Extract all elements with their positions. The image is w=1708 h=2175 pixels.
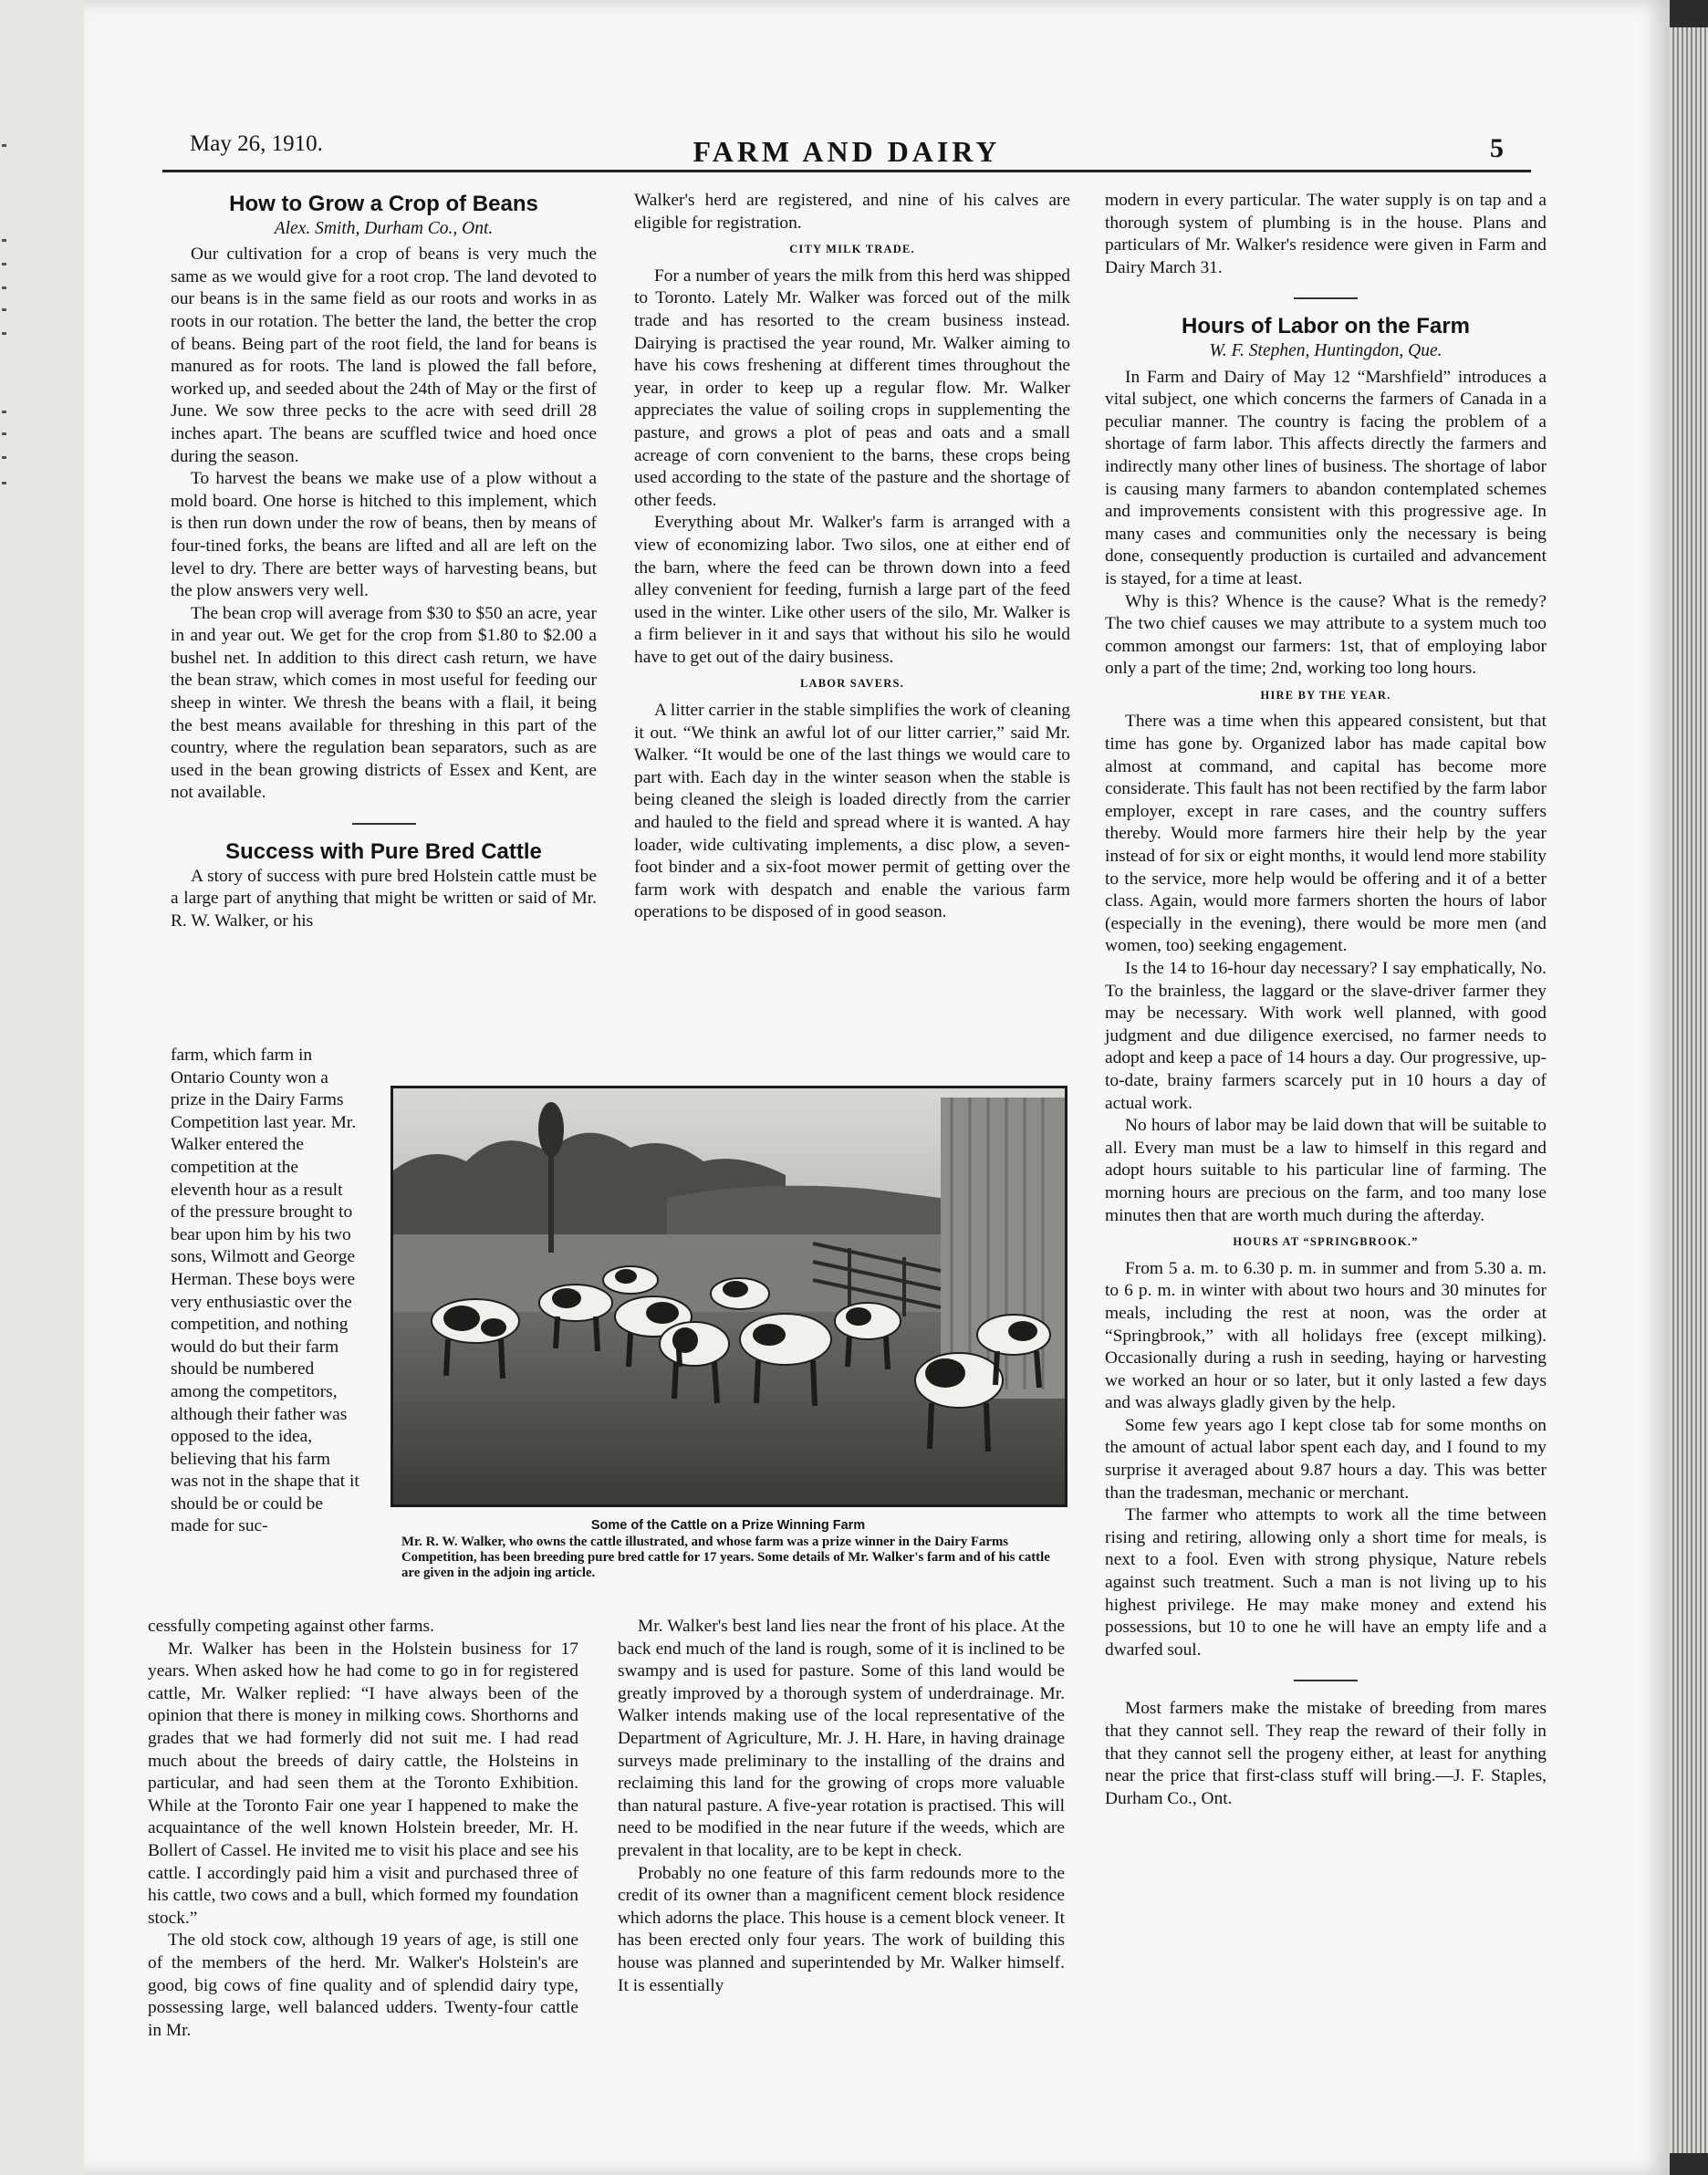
paragraph: The bean crop will average from $30 to $50 an acre, year in and year out. We get for the crop from $1.80 to $2.00 a bushel net. In addition to this direct cash return, we have the bean straw, which comes in most useful for feeding our sheep in winter. We thresh the beans with a flail, it being the best means available for threshing in this part of the country, where the regulation bean separators, such as are used in the bean growing districts of Essex and Kent, are not available. bbox=[171, 603, 597, 803]
article-title-hours: Hours of Labor on the Farm bbox=[1181, 314, 1470, 339]
paragraph: Some few years ago I kept close tab for some months on the amount of actual labor spent each day, and I found to my surprise it averaged about 9.87 hours a day. This was better than the tradesman, mechanic or merchant. bbox=[1105, 1415, 1547, 1503]
subheading-city-milk-trade: CITY MILK TRADE. bbox=[789, 243, 915, 256]
paragraph: modern in every particular. The water supply is on tap and a thorough system of plumbing is in the house. Plans and particulars of Mr. Walker's residence were given in Farm and Dairy March 31. bbox=[1105, 191, 1547, 277]
section-divider bbox=[1294, 297, 1358, 299]
cattle-photograph bbox=[391, 1086, 1068, 1507]
section-divider bbox=[352, 823, 416, 825]
subheading-hire-by-the-year: HIRE BY THE YEAR. bbox=[1260, 688, 1391, 702]
paragraph: No hours of labor may be laid down that will be suitable to all. Every man must be a law to himself in this regard and adopt hours suitable to his particular line of farming. The morning hours are precious on the farm, and too many lose minutes then that are worth much during the afterday. bbox=[1105, 1116, 1547, 1225]
article-title-beans: How to Grow a Crop of Beans bbox=[229, 192, 538, 216]
paragraph: cessfully competing against other farms. bbox=[148, 1617, 434, 1636]
paragraph: There was a time when this appeared consistent, but that time has gone by. Organized labor has made capital bow almost at command, and capital has become more considerate. This fault has not been rectified by the farm labor employer, except in rare cases, and the country suffers thereby. Would more farmers hire their help by the year instead of for six or eight months, it would lend more stability to the service, more help would be offering and it of a better class. Again, would more farmers shorten the hours of labor (especially in the evening), there would be more men (and women, too) seeking engagement. bbox=[1105, 712, 1547, 956]
cattle-photo-image bbox=[393, 1088, 1065, 1504]
paragraph: To harvest the beans we make use of a plow without a mold board. One horse is hitched to this implement, which is then run down under the row of beans, then by means of four-tined forks, the beans are lifted and all are left on the level to dry. There are better ways of harvesting beans, but the plow answers very well. bbox=[171, 469, 597, 601]
column-1-narrow bbox=[171, 1045, 360, 1538]
issue-date: May 26, 1910. bbox=[190, 131, 323, 156]
paragraph: A story of success with pure bred Holstein cattle must be a large part of anything that might be written or said of Mr. R. W. Walker, or his bbox=[171, 866, 597, 931]
paragraph: Most farmers make the mistake of breeding from mares that they cannot sell. They reap the reward of their folly in that they cannot sell the progeny either, at least for anything near the price that first-class stuff will bring.—J. F. Staples, Durham Co., Ont. bbox=[1105, 1699, 1547, 1808]
paragraph: Everything about Mr. Walker's farm is arranged with a view of economizing labor. Two silos, one at either end of the barn, where the feed can be thrown down into a feed alley convenient for feeding, furnish a large part of the feed used in the winter. Like other users of the silo, Mr. Walker is a firm believer in it and says that without his silo he would have to get out of the dairy business. bbox=[634, 513, 1070, 667]
page-stack-edge bbox=[1670, 27, 1708, 2153]
column-1 bbox=[171, 190, 597, 932]
paragraph: A litter carrier in the stable simplifies the work of cleaning it out. “We think an awful lot of our litter carrier,” said Mr. Walker. “It would be one of the last things we would care to part with. Each day in the winter season when the stable is being cleaned the sleigh is loaded directly from the carrier and hauled to the field and spread where it is wanted. A hay loader, wide cultivating implements, a disc plow, a seven-foot binder and a six-foot mower permit of getting over the farm work with despatch and enable the various farm operations to be disposed of in good season. bbox=[634, 701, 1070, 922]
section-divider bbox=[1294, 1680, 1358, 1681]
paragraph: Our cultivation for a crop of beans is very much the same as we would give for a root crop. The land devoted to our beans is in the same field as our roots and works in as roots in our rotation. The better the land, the better the crop of beans. Being part of the root field, the land for beans is manured as for roots. The land is plowed the fall before, worked up, and seeded about the 24th of May or the first of June. We sow three pecks to the acre with seed drill 28 inches apart. The beans are scuffled twice and hoed once during the season. bbox=[171, 245, 597, 466]
adjacent-page-edge bbox=[0, 0, 84, 2175]
paragraph: The old stock cow, although 19 years of age, is still one of the members of the herd. Mr. Walker's Holstein's are good, big cows of fine quality and of splendid dairy type, possessing large, well balanced udders. Twenty-four cattle in Mr. bbox=[148, 1930, 578, 2040]
paragraph: Mr. Walker's best land lies near the front of his place. At the back end much of the land is rough, some of it is inclined to be swampy and is used for pasture. Some of this land would be greatly improved by a thorough system of underdrainage. Mr. Walker intends making use of the local representative of the Department of Agriculture, Mr. J. H. Hare, in having drainage surveys made preliminary to the installing of the drains and reclaiming this land for the growing of crops more valuable than natural pasture. A five-year rotation is practised. This will need to be modified in the near future if the weeds, which are prevalent in that locality, are to be kept in check. bbox=[618, 1617, 1065, 1860]
byline-hours: W. F. Stephen, Huntingdon, Que. bbox=[1209, 340, 1442, 360]
page-number: 5 bbox=[1490, 133, 1504, 163]
paragraph: The farmer who attempts to work all the time between rising and retiring, allowing only a short time for meals, is next to a fool. Even with strong physique, Nature rebels against such treatment. Such a man is not living up to his highest privilege. He may make money and extend his possessions, but 10 to one he will have an empty life and a dwarfed soul. bbox=[1105, 1505, 1547, 1660]
paragraph: Is the 14 to 16-hour day necessary? I say emphatically, No. To the brainless, the laggard or the slave-driver farmer they may be necessary. With work well planned, with good judgment and due diligence exercised, no farmer needs to adopt and keep a pace of 14 hours a day. Our progressive, up-to-date, brainy farmers scarcely put in 10 hours a day of actual work. bbox=[1105, 959, 1547, 1113]
column-2-bottom bbox=[618, 1616, 1065, 1997]
paragraph: Walker's herd are registered, and nine of his calves are eligible for registration. bbox=[634, 191, 1070, 233]
paragraph: Why is this? Whence is the cause? What is the remedy? The two chief causes we may attribute to a system much too common amongst our farmers: 1st, that of employing labor only a part of the time; 2nd, working too long hours. bbox=[1105, 591, 1547, 679]
column-1-bottom bbox=[148, 1616, 578, 2042]
paragraph: For a number of years the milk from this herd was shipped to Toronto. Lately Mr. Walker was forced out of the milk trade and has resorted to the cream business instead. Dairying is practised the year round, Mr. Walker aiming to have his cows freshening at different times throughout the year, in order to keep up a regular flow. Mr. Walker appreciates the value of soiling crops in supplementing the pasture, and grows a plot of peas and oats and a small acreage of corn convenient to the barns, these crops being used according to the state of the pasture and the shortage of other feeds. bbox=[634, 265, 1070, 510]
paragraph: In Farm and Dairy of May 12 “Marshfield” introduces a vital subject, one which concerns the farmers of Canada in a peculiar manner. The country is facing the problem of a shortage of farm labor. This affects directly the farmers and indirectly many other lines of business. The shortage of labor is causing many farmers to abandon contemplated schemes and improvements consistent with this progressive age. In many cases and communities only the necessary is being done, consequently production is curtailed and advancement is stayed, for a time at least. bbox=[1105, 367, 1547, 588]
masthead: FARM AND DAIRY bbox=[693, 135, 1001, 168]
header-rule bbox=[162, 170, 1531, 172]
caption-title: Some of the Cattle on a Prize Winning Farm bbox=[590, 1518, 866, 1533]
byline-beans: Alex. Smith, Durham Co., Ont. bbox=[274, 218, 494, 238]
paragraph: Mr. Walker has been in the Holstein business for 17 years. When asked how he had come to go in for registered cattle, Mr. Walker replied: “I have always been of the opinion that there is money in milking cows. Shorthorns and grades that we had formerly did not suit me. I had read much about the breeds of dairy cattle, the Holsteins in particular, and had seen them at the Toronto Exhibition. While at the Toronto Fair one year I happened to make the acquaintance of the well known Holstein breeder, Mr. H. Bollert of Cassel. He invited me to visit his place and see his cattle. I accordingly paid him a visit and purchased three of his cattle, two cows and a bull, which formed my foundation stock.” bbox=[148, 1639, 578, 1928]
caption-body: Mr. R. W. Walker, who owns the cattle illustrated, and whose farm was a prize winner in the Dairy Farms Competition, has been breeding pure bred cattle for 17 years. Some details of Mr. Walker's farm and of his cattle are given in the adjoin ing article. bbox=[401, 1535, 1050, 1580]
subheading-labor-savers: LABOR SAVERS. bbox=[799, 677, 904, 691]
subheading-hours-at-springbrook: HOURS AT “SPRINGBROOK.” bbox=[1233, 1235, 1419, 1249]
article-title-cattle: Success with Pure Bred Cattle bbox=[225, 839, 542, 865]
column-3 bbox=[1105, 190, 1547, 1810]
paragraph: farm, which farm in Ontario County won a prize in the Dairy Farms Competition last year. Mr. Walker entered the competition at the eleventh hour as a result of the pressure brought to bear upon him by his two sons, Wilmott and George Herman. These boys were very enthusiastic over the competition, and nothing would do but their farm should be numbered among the competitors, although their father was opposed to the idea, believing that his farm was not in the shape that it should be or could be made for suc- bbox=[171, 1046, 359, 1536]
paragraph: From 5 a. m. to 6.30 p. m. in summer and from 5.30 a. m. to 6 p. m. in winter with about two hours and 30 minutes for meals, including the rest at noon, was the order at “Springbrook,” with all holidays free (except milking). Occasionally during a rush in seeding, haying or harvesting we worked an hour or so later, but it only lasted a few days and was always gladly given by the help. bbox=[1105, 1258, 1547, 1413]
paragraph: Probably no one feature of this farm redounds more to the credit of its owner than a magnificent cement block residence which adorns the place. This house is a cement block veneer. It has been erected only four years. The work of building this house was planned and superintended by Mr. Walker himself. It is essentially bbox=[618, 1863, 1065, 1995]
page-header bbox=[162, 128, 1531, 168]
column-2 bbox=[634, 190, 1070, 924]
photo-caption bbox=[394, 1518, 1062, 1581]
